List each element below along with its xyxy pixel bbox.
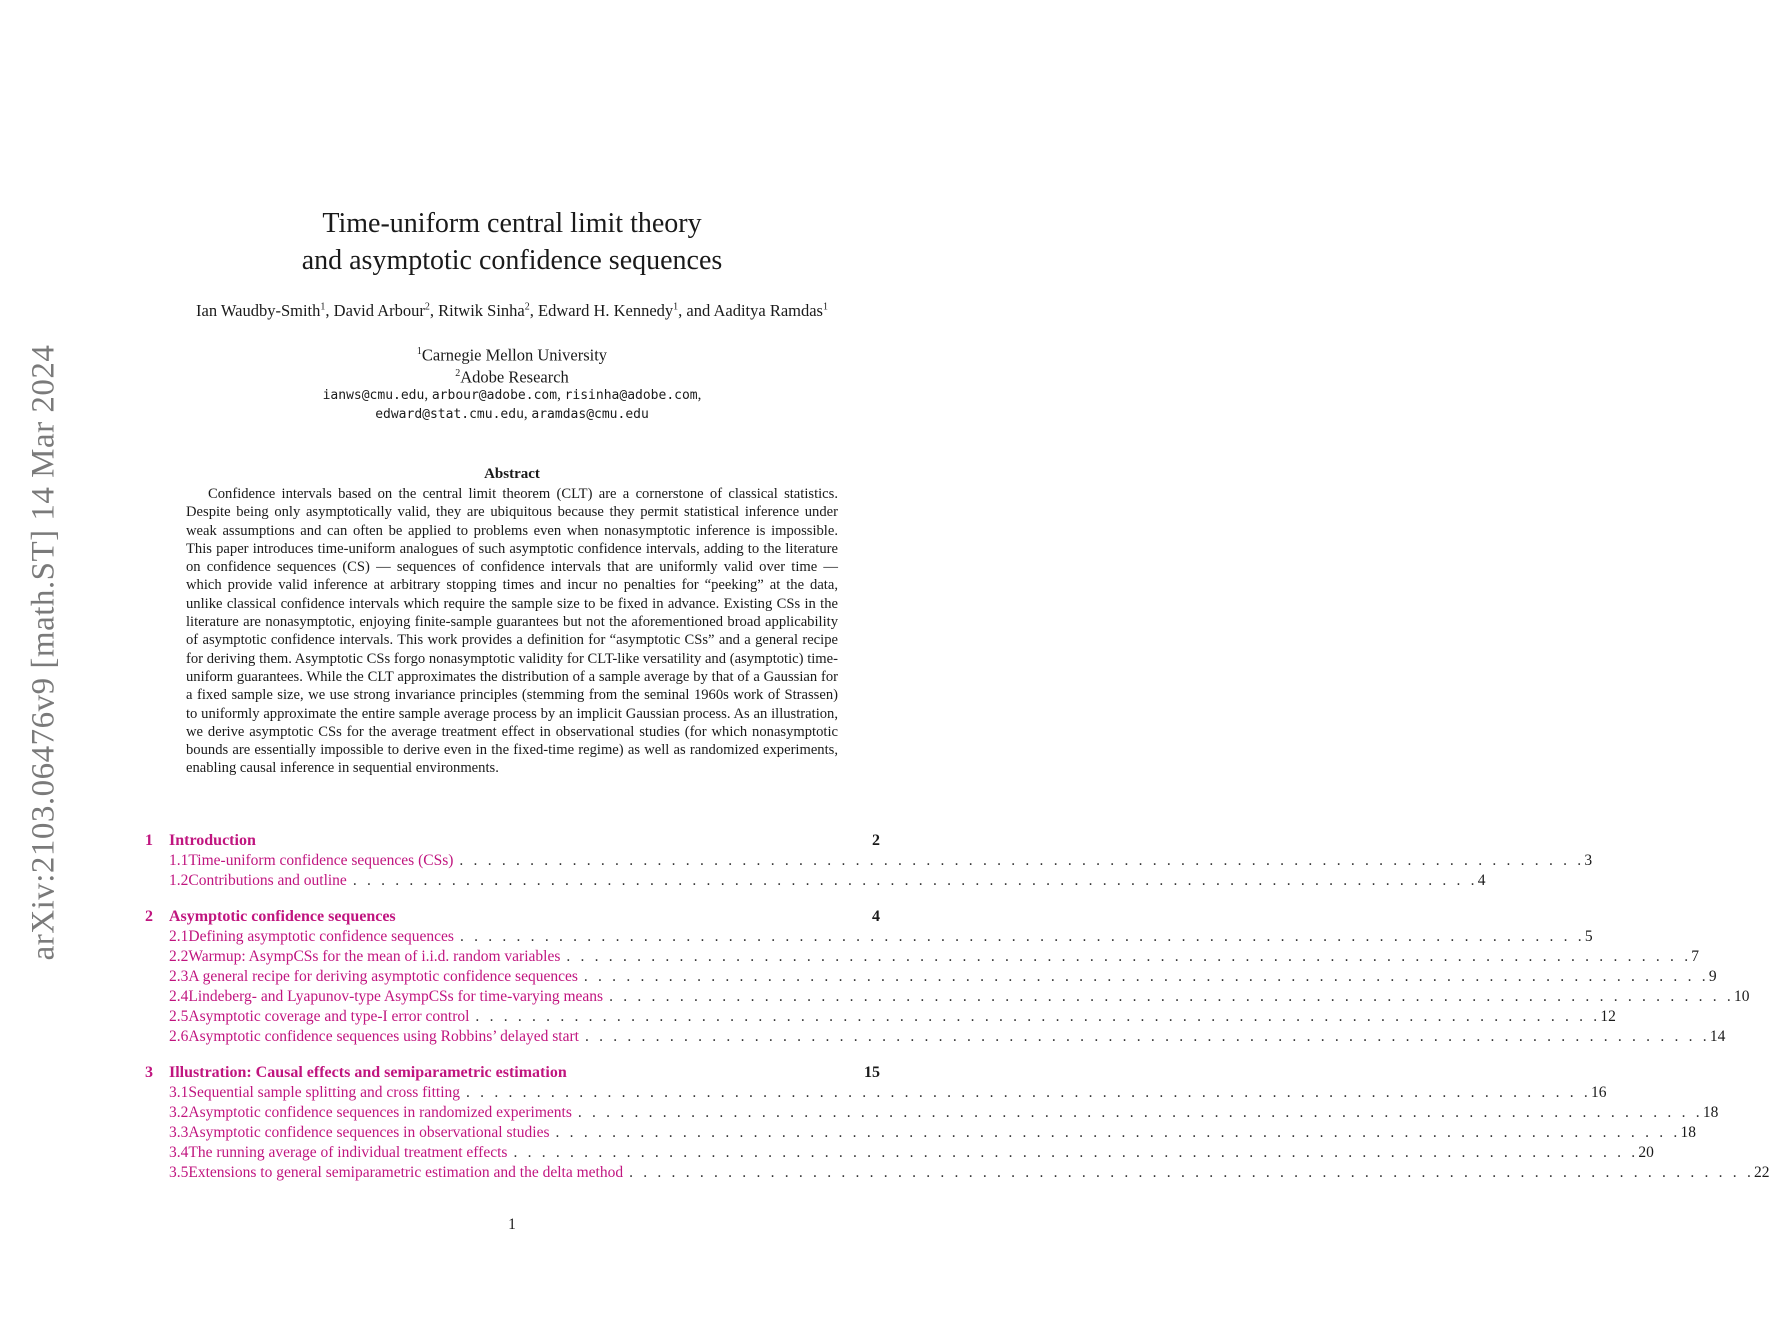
toc-subsection-number: 2.5 [169, 1008, 189, 1025]
toc-subsection-title[interactable]: Defining asymptotic confidence sequences [188, 928, 454, 945]
toc-section-page: 2 [872, 832, 880, 849]
arxiv-sidebar-stamp [14, 332, 74, 972]
paper-title [0, 205, 1024, 279]
toc-section-title[interactable]: Illustration: Causal effects and semiparametric estimation [169, 1064, 567, 1081]
toc-section-1[interactable] [145, 831, 880, 851]
toc-subsection-number: 3.4 [169, 1144, 189, 1161]
toc-leader-dots: . . . . . . . . . . . . . . . . . . . . . . . . . . . . . . . . . . . . . . . . . . . . . . . . . . . . . . . . . . . . . . . . . . . . . . . . . . . . . . . . [583, 968, 1709, 985]
email: risinha@adobe.com [564, 388, 698, 403]
author: Ritwik Sinha$^2$, [438, 301, 538, 320]
toc-leader-dots: . . . . . . . . . . . . . . . . . . . . . . . . . . . . . . . . . . . . . . . . . . . . . . . . . . . . . . . . . . . . . . . . . . . . . . . . . . . . . . . . [609, 988, 1735, 1005]
toc-subsection-number: 3.5 [169, 1164, 189, 1181]
title-line-2: and asymptotic confidence sequences [301, 245, 723, 276]
toc-subsection-3.2[interactable] [145, 1103, 1719, 1123]
toc-subsection-number: 2.6 [169, 1028, 189, 1045]
arxiv-id: arXiv:2103.06476v9 [math.ST] 14 Mar 2024 [25, 344, 62, 960]
toc-subsection-title[interactable]: Sequential sample splitting and cross fitting [188, 1084, 461, 1101]
toc-subsection-number: 2.1 [169, 928, 189, 945]
email: aramdas@cmu.edu [531, 407, 649, 422]
toc-subsection-title[interactable]: The running average of individual treatment effects [188, 1144, 508, 1161]
toc-subsection-number: 3.1 [169, 1084, 189, 1101]
author: Aaditya Ramdas$^1$ [713, 301, 828, 320]
toc-section-number: 1 [145, 832, 153, 849]
toc-subsection-page: 18 [1680, 1124, 1696, 1141]
toc-subsection-page: 14 [1709, 1028, 1726, 1045]
toc-section-page: 15 [864, 1064, 880, 1081]
toc-subsection-2.4[interactable] [145, 987, 1750, 1007]
toc-section-number: 2 [145, 908, 153, 925]
affiliations [0, 343, 1024, 386]
email: edward@stat.cmu.edu [375, 407, 524, 422]
toc-subsection-number: 2.4 [169, 988, 189, 1005]
author: Edward H. Kennedy$^1$, and [538, 301, 714, 320]
toc-subsection-title[interactable]: Extensions to general semiparametric estimation and the delta method [188, 1164, 624, 1181]
toc-subsection-title[interactable]: Asymptotic coverage and type-I error control [188, 1008, 470, 1025]
toc-subsection-number: 3.3 [169, 1124, 189, 1141]
toc-leader-dots: . . . . . . . . . . . . . . . . . . . . . . . . . . . . . . . . . . . . . . . . . . . . . . . . . . . . . . . . . . . . . . . . . . . . . . . . . . . . . . . . [577, 1104, 1703, 1121]
author-list [0, 301, 1024, 321]
toc-subsection-number: 1.1 [169, 852, 189, 869]
toc-subsection-page: 20 [1638, 1144, 1654, 1161]
toc-subsection-1.2[interactable] [145, 871, 1486, 891]
toc-subsection-page: 3 [1584, 852, 1593, 869]
toc-subsection-number: 3.2 [169, 1104, 189, 1121]
author: Ian Waudby-Smith$^1$, [196, 301, 334, 320]
toc-subsection-title[interactable]: Asymptotic confidence sequences in randomized experiments [188, 1104, 572, 1121]
toc-subsection-page: 7 [1691, 948, 1700, 965]
toc-subsection-2.6[interactable] [145, 1027, 1726, 1047]
toc-subsection-title[interactable]: Contributions and outline [188, 872, 347, 889]
toc-subsection-title[interactable]: Warmup: AsympCSs for the mean of i.i.d. random variables [188, 948, 561, 965]
toc-section-title[interactable]: Asymptotic confidence sequences [169, 908, 396, 925]
toc-subsection-2.3[interactable] [145, 967, 1717, 987]
toc-leader-dots: . . . . . . . . . . . . . . . . . . . . . . . . . . . . . . . . . . . . . . . . . . . . . . . . . . . . . . . . . . . . . . . . . . . . . . . . . . . . . . . . [584, 1028, 1710, 1045]
toc-section-page: 4 [872, 908, 880, 925]
toc-subsection-2.2[interactable] [145, 947, 1700, 967]
toc-subsection-page: 4 [1477, 872, 1486, 889]
toc-leader-dots: . . . . . . . . . . . . . . . . . . . . . . . . . . . . . . . . . . . . . . . . . . . . . . . . . . . . . . . . . . . . . . . . . . . . . . . . . . . . . . . . [459, 852, 1585, 869]
email-list: ianws@cmu.edu, arbour@adobe.com, risinha@adobe.com, edward@stat.cmu.edu, aramdas@cmu.edu [322, 387, 702, 422]
toc-section-number: 3 [145, 1064, 153, 1081]
toc-subsection-title[interactable]: Asymptotic confidence sequences using Robbins’ delayed start [188, 1028, 579, 1045]
toc-section-title[interactable]: Introduction [169, 832, 256, 849]
toc-subsection-number: 1.2 [169, 872, 189, 889]
toc-subsection-number: 2.3 [169, 968, 189, 985]
affiliation: $^1$Carnegie Mellon University [416, 345, 608, 365]
toc-subsection-page: 12 [1600, 1008, 1616, 1025]
toc-subsection-page: 22 [1754, 1164, 1770, 1181]
toc-leader-dots: . . . . . . . . . . . . . . . . . . . . . . . . . . . . . . . . . . . . . . . . . . . . . . . . . . . . . . . . . . . . . . . . . . . . . . . . . . . . . . . . [352, 872, 1478, 889]
toc-subsection-page: 10 [1734, 988, 1750, 1005]
author: David Arbour$^2$, [333, 301, 439, 320]
toc-subsection-page: 16 [1590, 1084, 1607, 1101]
toc-leader-dots: . . . . . . . . . . . . . . . . . . . . . . . . . . . . . . . . . . . . . . . . . . . . . . . . . . . . . . . . . . . . . . . . . . . . . . . . . . . . . . . . [513, 1144, 1639, 1161]
toc-subsection-2.1[interactable] [145, 927, 1593, 947]
toc-subsection-title[interactable]: Lindeberg- and Lyapunov-type AsympCSs for time-varying means [188, 988, 604, 1005]
toc-subsection-3.1[interactable] [145, 1083, 1607, 1103]
toc-subsection-number: 2.2 [169, 948, 189, 965]
table-of-contents [145, 831, 1770, 1183]
toc-leader-dots: . . . . . . . . . . . . . . . . . . . . . . . . . . . . . . . . . . . . . . . . . . . . . . . . . . . . . . . . . . . . . . . . . . . . . . . . . . . . . . . . [629, 1164, 1755, 1181]
toc-subsection-title[interactable]: A general recipe for deriving asymptotic confidence sequences [188, 968, 578, 985]
abstract-body: Confidence intervals based on the central limit theorem (CLT) are a cornerstone of classical statistics. Despite being only asymptotically valid, they are ubiquitous because they permit statistical inference under weak assumptions and can often be applied to problems even when nonasymptotic inference is impossible. This paper introduces time-uniform analogues of such asymptotic confidence intervals, adding to the literature on confidence sequences (CS) — sequences of confidence intervals that are uniformly valid over time — which provide valid inference at arbitrary stopping times and incur no penalties for “peeking” at the data, unlike classical confidence intervals which require the sample size to be fixed in advance. Existing CSs in the literature are nonasymptotic, enjoying finite-sample guarantees but not the aforementioned broad applicability of asymptotic confidence intervals. This work provides a definition for “asymptotic CSs” and a general recipe for deriving them. Asymptotic CSs forgo nonasymptotic validity for CLT-like versatility and (asymptotic) time-uniform guarantees. While the CLT approximates the distribution of a sample average by that of a Gaussian for a fixed sample size, we use strong invariance principles (stemming from the seminal 1960s work of Strassen) to uniformly approximate the entire sample average process by an implicit Gaussian process. As an illustration, we derive asymptotic CSs for the average treatment effect in observational studies (for which nonasymptotic bounds are essentially impossible to derive even in the fixed-time regime) as well as randomized experiments, enabling causal inference in sequential environments. [186, 486, 838, 777]
toc-subsection-title[interactable]: Asymptotic confidence sequences in observational studies [188, 1124, 550, 1141]
toc-subsection-3.5[interactable] [145, 1163, 1770, 1183]
toc-subsection-page: 9 [1708, 968, 1717, 985]
toc-subsection-2.5[interactable] [145, 1007, 1616, 1027]
toc-leader-dots: . . . . . . . . . . . . . . . . . . . . . . . . . . . . . . . . . . . . . . . . . . . . . . . . . . . . . . . . . . . . . . . . . . . . . . . . . . . . . . . . [555, 1124, 1681, 1141]
email: arbour@adobe.com [431, 388, 558, 403]
toc-leader-dots: . . . . . . . . . . . . . . . . . . . . . . . . . . . . . . . . . . . . . . . . . . . . . . . . . . . . . . . . . . . . . . . . . . . . . . . . . . . . . . . . [475, 1008, 1601, 1025]
toc-subsection-1.1[interactable] [145, 851, 1593, 871]
toc-subsection-title[interactable]: Time-uniform confidence sequences (CSs) [188, 852, 454, 869]
toc-subsection-3.3[interactable] [145, 1123, 1696, 1143]
toc-section-2[interactable] [145, 907, 880, 927]
email: ianws@cmu.edu [322, 388, 425, 403]
toc-subsection-page: 18 [1702, 1104, 1719, 1121]
title-line-1: Time-uniform central limit theory [322, 208, 702, 239]
abstract-heading: Abstract [484, 466, 540, 482]
toc-subsection-3.4[interactable] [145, 1143, 1654, 1163]
toc-leader-dots: . . . . . . . . . . . . . . . . . . . . . . . . . . . . . . . . . . . . . . . . . . . . . . . . . . . . . . . . . . . . . . . . . . . . . . . . . . . . . . . . [459, 928, 1585, 945]
toc-subsection-page: 5 [1584, 928, 1593, 945]
toc-leader-dots: . . . . . . . . . . . . . . . . . . . . . . . . . . . . . . . . . . . . . . . . . . . . . . . . . . . . . . . . . . . . . . . . . . . . . . . . . . . . . . . . [466, 1084, 1591, 1101]
toc-leader-dots: . . . . . . . . . . . . . . . . . . . . . . . . . . . . . . . . . . . . . . . . . . . . . . . . . . . . . . . . . . . . . . . . . . . . . . . . . . . . . . . . [566, 948, 1692, 965]
affiliation: $^2$Adobe Research [455, 367, 569, 386]
page-number: 1 [508, 1216, 516, 1233]
toc-section-3[interactable] [145, 1063, 880, 1083]
